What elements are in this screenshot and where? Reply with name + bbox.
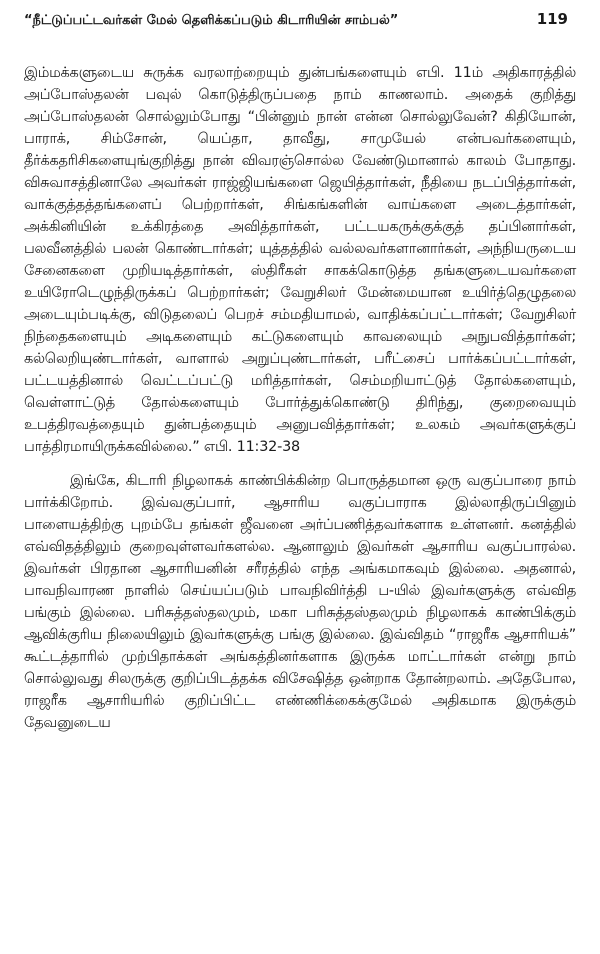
running-header xyxy=(24,10,576,30)
body-paragraph-2: இங்கே, கிடாரி நிழலாகக் காண்பிக்கின்ற பொருத்தமான ஒரு வகுப்பாரை நாம் பார்க்கிறோம். இவ்வகுப்பார், ஆசாரிய வகுப்பாராக இல்லாதிருப்பினும் பாளையத்திற்கு புறம்பே தங்கள் ஜீவனை அர்ப்பணித்தவர்களாக உள்ளனர். கனத்தில் எவ்விதத்திலும் குறைவுள்ளவர்களல்ல. ஆனாலும் இவர்கள் ஆசாரிய வகுப்பாரல்ல. இவர்கள் பிரதான ஆசாரியனின் சரீரத்தில் எந்த அங்கமாகவும் இல்லை. அதனால், பாவநிவாரண நாளில் செய்யப்படும் பாவநிவிர்த்தி ப-யில் இவர்களுக்கு எவ்வித பங்கும் இல்லை. பரிசுத்தஸ்தலமும், மகா பரிசுத்தஸ்தலமும் நிழலாகக் காண்பிக்கும் ஆவிக்குரிய நிலையிலும் இவர்களுக்கு பங்கு இல்லை. இவ்விதம் “ராஜரீக ஆசாரியக்” கூட்டத்தாரில் முற்பிதாக்கள் அங்கத்தினர்களாக இருக்க மாட்டார்கள் என்று நாம் சொல்லுவது சிலருக்கு குறிப்பிடத்தக்க விசேஷித்த ஒன்றாக தோன்றலாம். அதேபோல, ராஜரீக ஆசாரியரில் குறிப்பிட்ட எண்ணிக்கைக்குமேல் அதிகமாக இருக்கும் தேவனுடைய xyxy=(24,473,576,731)
body-paragraph-1: இம்மக்களுடைய சுருக்க வரலாற்றையும் துன்பங்களையும் எபி. 11ம் அதிகாரத்தில் அப்போஸ்தலன் பவுல் கொடுத்திருப்பதை நாம் காணலாம். அதைக் குறித்து அப்போஸ்தலன் சொல்லும்போது “பின்னும் நான் என்ன சொல்லுவேன்? கிதியோன், பாராக், சிம்சோன், யெப்தா, தாவீது, சாமுயேல் என்பவர்களையும், தீர்க்கதரிசிகளையுங்குறித்து நான் விவரஞ்சொல்ல வேண்டுமானால் காலம் போதாது. விசுவாசத்தினாலே அவர்கள் ராஜ்ஜியங்களை ஜெயித்தார்கள், நீதியை நடப்பித்தார்கள், வாக்குத்தத்தங்களைப் பெற்றார்கள், சிங்கங்களின் வாய்களை அடைத்தார்கள், அக்கினியின் உக்கிரத்தை அவித்தார்கள், பட்டயகருக்குக்குத் தப்பினார்கள், பலவீனத்தில் பலன் கொண்டார்கள்; யுத்தத்தில் வல்லவர்களானார்கள், அந்நியருடைய சேனைகளை முறியடித்தார்கள், ஸ்திரீகள் சாகக்கொடுத்த தங்களுடையவர்களை உயிரோடெழுந்திருக்கப் பெற்றார்கள்; வேறுசிலர் மேன்மையான உயிர்த்தெழுதலை அடையும்படிக்கு, விடுதலைப் பெறச் சம்மதியாமல், வாதிக்கப்பட்டார்கள்; வேறுசிலர் நிந்தைகளையும் அடிகளையும் கட்டுகளையும் காவலையும் அநுபவித்தார்கள்; கல்லெறியுண்டார்கள், வாளால் அறுப்புண்டார்கள், பரீட்சைப் பார்க்கப்பட்டார்கள், பட்டயத்தினால் வெட்டப்பட்டு மரித்தார்கள், செம்மறியாட்டுத் தோல்களையும், வெள்ளாட்டுத் தோல்களையும் போர்த்துக்கொண்டு திரிந்து, குறைவையும் உபத்திரவத்தையும் துன்பத்தையும் அனுபவித்தார்கள்; உலகம் அவர்களுக்குப் பாத்திரமாயிருக்கவில்லை.” எபி. 11:32-38 xyxy=(24,65,576,455)
running-title: “நீட்டுப்பட்டவர்கள் மேல் தெளிக்கப்படும் கிடாரியின் சாம்பல்” xyxy=(24,13,399,28)
page-number: 119 xyxy=(536,10,568,28)
